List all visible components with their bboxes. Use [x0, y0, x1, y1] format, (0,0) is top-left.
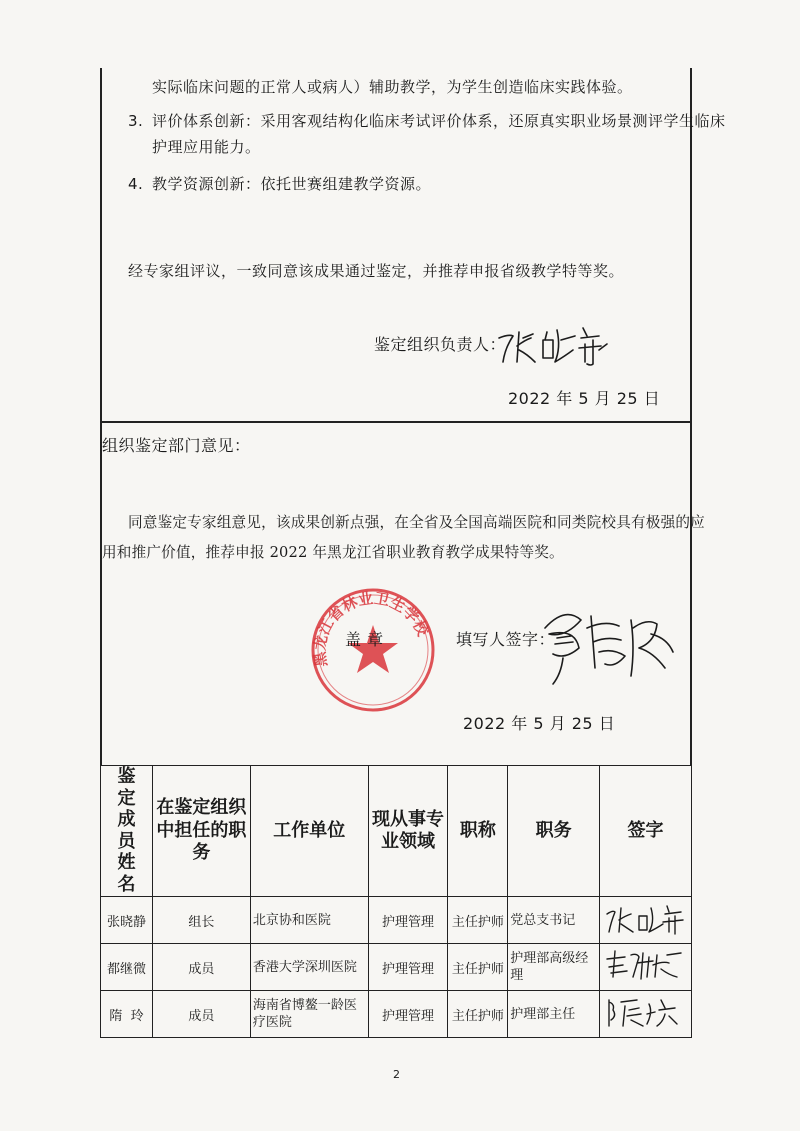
member-role: 成员	[152, 944, 250, 991]
table-row	[101, 897, 692, 944]
header-field: 现从事专业领域	[368, 766, 448, 897]
item3-line1: 评价体系创新：采用客观结构化临床考试评价体系，还原真实职业场景测评学生临床	[152, 112, 726, 130]
item4-number: 4.	[128, 175, 144, 193]
member-signature	[599, 991, 691, 1038]
member-name: 张晓静	[101, 897, 153, 944]
table-header-row	[101, 766, 692, 897]
leader-signature	[495, 318, 615, 368]
member-title: 主任护师	[448, 897, 508, 944]
member-unit: 海南省博鳌一龄医疗医院	[250, 991, 368, 1038]
header-position: 职务	[508, 766, 600, 897]
stamp-label: 盖 章	[345, 630, 384, 649]
member-role: 组长	[152, 897, 250, 944]
expert-conclusion: 经专家组评议，一致同意该成果通过鉴定，并推荐申报省级教学特等奖。	[128, 262, 625, 280]
section-divider	[100, 421, 692, 423]
member-field: 护理管理	[368, 991, 448, 1038]
org-date: 2022 年 5 月 25 日	[463, 714, 616, 733]
header-role: 在鉴定组织中担任的职务	[152, 766, 250, 897]
member-title: 主任护师	[448, 991, 508, 1038]
page-number: 2	[393, 1068, 400, 1081]
header-member-name: 鉴定成员姓名	[101, 766, 153, 897]
member-unit: 香港大学深圳医院	[250, 944, 368, 991]
org-opinion-heading: 组织鉴定部门意见：	[102, 436, 251, 455]
member-position: 护理部主任	[508, 991, 600, 1038]
member-name: 隋 玲	[101, 991, 153, 1038]
header-unit: 工作单位	[250, 766, 368, 897]
expert-date: 2022 年 5 月 25 日	[508, 389, 661, 408]
member-name: 都继微	[101, 944, 153, 991]
seal-text: 黑龙江省林业卫生学校	[310, 589, 432, 668]
frame-left-border	[100, 68, 102, 766]
header-signature: 签字	[599, 766, 691, 897]
member-role: 成员	[152, 991, 250, 1038]
signer-label: 填写人签字：	[456, 630, 556, 649]
member-position: 党总支书记	[508, 897, 600, 944]
official-seal	[308, 585, 438, 715]
item3-line2: 护理应用能力。	[152, 138, 261, 156]
expert-text-continuation: 实际临床问题的正常人或病人）辅助教学，为学生创造临床实践体验。	[152, 78, 633, 96]
member-signature	[599, 897, 691, 944]
table-row	[101, 991, 692, 1038]
leader-label: 鉴定组织负责人：	[374, 335, 507, 354]
header-title: 职称	[448, 766, 508, 897]
item4-text: 教学资源创新：依托世赛组建教学资源。	[152, 175, 432, 193]
member-title: 主任护师	[448, 944, 508, 991]
org-opinion-line2: 用和推广价值，推荐申报 2022 年黑龙江省职业教育教学成果特等奖。	[102, 544, 564, 561]
member-unit: 北京协和医院	[250, 897, 368, 944]
member-signature	[599, 944, 691, 991]
members-table	[100, 765, 692, 1038]
item3-number: 3.	[128, 112, 144, 130]
member-position: 护理部高级经理	[508, 944, 600, 991]
table-row	[101, 944, 692, 991]
frame-right-border	[690, 68, 692, 766]
member-field: 护理管理	[368, 944, 448, 991]
org-opinion-line1: 同意鉴定专家组意见，该成果创新点强，在全省及全国高端医院和同类院校具有极强的应	[128, 514, 705, 531]
member-field: 护理管理	[368, 897, 448, 944]
signer-signature	[535, 598, 685, 688]
